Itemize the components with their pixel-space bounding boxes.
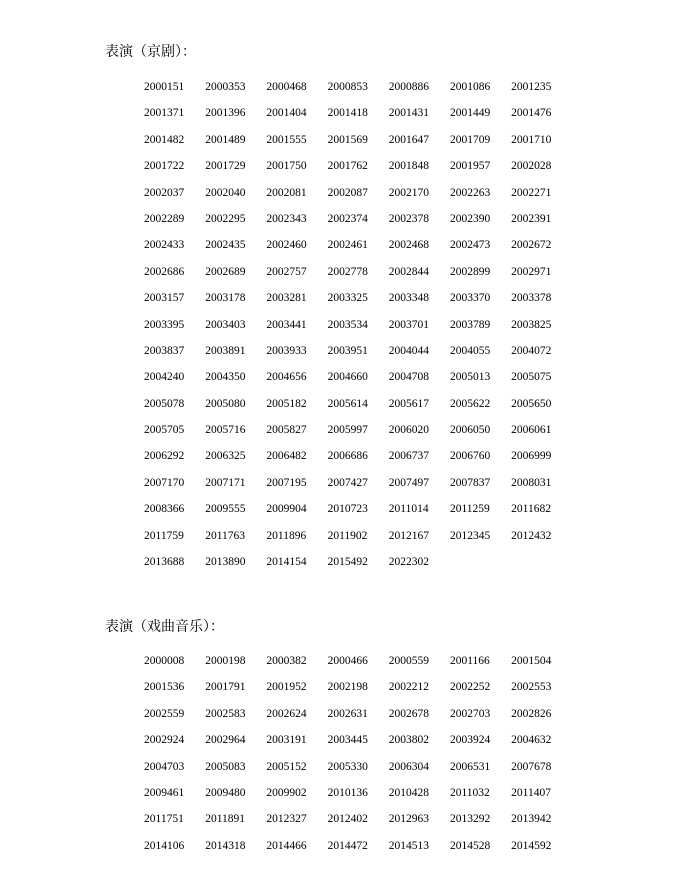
code-item: 2014528 bbox=[449, 839, 491, 852]
code-item: 2022302 bbox=[388, 556, 429, 569]
code-item: 2014592 bbox=[511, 839, 552, 852]
code-item: 2002081 bbox=[266, 186, 307, 199]
code-item: 2004044 bbox=[388, 344, 429, 357]
code-item: 2002964 bbox=[205, 734, 246, 747]
code-item: 2014472 bbox=[327, 839, 368, 852]
section-title: 表演（戏曲音乐）： bbox=[105, 620, 224, 635]
code-item: 2012402 bbox=[327, 813, 368, 826]
code-item: 2005152 bbox=[266, 760, 307, 773]
code-item: 2006325 bbox=[205, 450, 246, 463]
code-item: 2012963 bbox=[388, 813, 429, 826]
code-item: 2001762 bbox=[327, 160, 368, 173]
code-item: 2003441 bbox=[266, 318, 307, 331]
code-item: 2005614 bbox=[327, 397, 368, 410]
code-item: 2001722 bbox=[144, 160, 185, 173]
code-item: 2009480 bbox=[205, 786, 246, 799]
code-item: 2007497 bbox=[388, 476, 429, 489]
code-item: 2005013 bbox=[449, 371, 491, 384]
code-item: 2013688 bbox=[144, 556, 185, 569]
code-item: 2001647 bbox=[388, 133, 429, 146]
code-item: 2011763 bbox=[205, 529, 246, 542]
code-item: 2007837 bbox=[449, 476, 491, 489]
code-item: 2006020 bbox=[388, 424, 429, 437]
code-item: 2003891 bbox=[205, 344, 246, 357]
code-item: 2002678 bbox=[388, 707, 429, 720]
code-item: 2009555 bbox=[205, 503, 246, 516]
code-item: 2002899 bbox=[449, 265, 491, 278]
code-item: 2002374 bbox=[327, 212, 368, 225]
code-item: 2000468 bbox=[266, 81, 307, 93]
code-item: 2006999 bbox=[511, 450, 552, 463]
code-item: 2000151 bbox=[144, 81, 185, 93]
code-item: 2012432 bbox=[511, 529, 552, 542]
code-item: 2005080 bbox=[205, 397, 246, 410]
code-item: 2006304 bbox=[388, 760, 429, 773]
code-item: 2010136 bbox=[327, 786, 368, 799]
code-item: 2001952 bbox=[266, 681, 307, 694]
code-item: 2013942 bbox=[511, 813, 552, 826]
code-item: 2004240 bbox=[144, 371, 185, 384]
code-item: 2002198 bbox=[327, 681, 368, 694]
code-item: 2009461 bbox=[144, 786, 185, 799]
code-item: 2014513 bbox=[388, 839, 429, 852]
code-item: 2006061 bbox=[511, 424, 552, 437]
code-item: 2001418 bbox=[327, 107, 368, 120]
code-item: 2003157 bbox=[144, 292, 185, 305]
code-item: 2010428 bbox=[388, 786, 429, 799]
code-item: 2014154 bbox=[266, 556, 307, 569]
code-item: 2000853 bbox=[327, 81, 368, 93]
code-item: 2002924 bbox=[144, 734, 185, 747]
code-item: 2003325 bbox=[327, 292, 368, 305]
code-item: 2002971 bbox=[511, 265, 552, 278]
code-item: 2012345 bbox=[449, 529, 491, 542]
code-item: 2003403 bbox=[205, 318, 246, 331]
code-item: 2011896 bbox=[266, 529, 307, 542]
code-item: 2005078 bbox=[144, 397, 185, 410]
code-item: 2000466 bbox=[327, 655, 368, 667]
code-item: 2002028 bbox=[511, 160, 552, 173]
code-item: 2001957 bbox=[449, 160, 491, 173]
code-item: 2002703 bbox=[449, 707, 491, 720]
code-item: 2002295 bbox=[205, 212, 246, 225]
code-item: 2002468 bbox=[388, 239, 429, 252]
code-item: 2002289 bbox=[144, 212, 185, 225]
code-item: 2007170 bbox=[144, 476, 185, 489]
code-item: 2002553 bbox=[511, 681, 552, 694]
code-item: 2004055 bbox=[449, 344, 491, 357]
code-item: 2006760 bbox=[449, 450, 491, 463]
code-item: 2002271 bbox=[511, 186, 552, 199]
code-item: 2011902 bbox=[327, 529, 368, 542]
code-item: 2004072 bbox=[511, 344, 552, 357]
code-item: 2007171 bbox=[205, 476, 246, 489]
code-item: 2013890 bbox=[205, 556, 246, 569]
code-grid bbox=[144, 80, 572, 581]
code-item: 2003281 bbox=[266, 292, 307, 305]
code-item: 2001489 bbox=[205, 133, 246, 146]
code-item: 2001476 bbox=[511, 107, 552, 120]
code-item: 2002844 bbox=[388, 265, 429, 278]
code-item: 2001371 bbox=[144, 107, 185, 120]
code-item: 2001710 bbox=[511, 133, 552, 146]
code-item: 2005617 bbox=[388, 397, 429, 410]
code-item: 2003445 bbox=[327, 734, 368, 747]
code-item: 2003924 bbox=[449, 734, 491, 747]
code-item: 2006482 bbox=[266, 450, 307, 463]
code-item: 2005075 bbox=[511, 371, 552, 384]
code-item: 2002778 bbox=[327, 265, 368, 278]
code-item: 2007427 bbox=[327, 476, 368, 489]
code-item: 2009902 bbox=[266, 786, 307, 799]
code-item: 2001431 bbox=[388, 107, 429, 120]
code-item: 2002037 bbox=[144, 186, 185, 199]
code-item: 2011407 bbox=[511, 786, 551, 799]
code-item: 2003378 bbox=[511, 292, 552, 305]
code-item: 2000559 bbox=[388, 655, 429, 667]
code-item: 2000382 bbox=[266, 655, 307, 667]
code-item: 2001569 bbox=[327, 133, 368, 146]
code-item: 2011259 bbox=[449, 503, 490, 516]
code-item: 2001709 bbox=[449, 133, 491, 146]
code-item: 2000886 bbox=[388, 81, 429, 93]
code-item: 2004660 bbox=[327, 371, 368, 384]
code-item: 2002263 bbox=[449, 186, 491, 199]
code-item: 2005705 bbox=[144, 424, 185, 437]
code-item: 2000353 bbox=[205, 81, 246, 93]
code-item: 2003789 bbox=[449, 318, 491, 331]
code-item: 2002391 bbox=[511, 212, 552, 225]
code-item: 2001482 bbox=[144, 133, 185, 146]
code-item: 2004703 bbox=[144, 760, 185, 773]
code-item: 2002390 bbox=[449, 212, 491, 225]
code-item: 2001848 bbox=[388, 160, 429, 173]
code-item: 2001404 bbox=[266, 107, 307, 120]
code-item: 2003534 bbox=[327, 318, 368, 331]
code-item: 2007678 bbox=[511, 760, 552, 773]
code-item: 2005083 bbox=[205, 760, 246, 773]
code-item: 2005716 bbox=[205, 424, 246, 437]
code-item: 2011014 bbox=[388, 503, 429, 516]
code-item: 2001086 bbox=[449, 81, 491, 93]
code-item: 2004656 bbox=[266, 371, 307, 384]
code-item: 2014466 bbox=[266, 839, 307, 852]
code-item: 2002343 bbox=[266, 212, 307, 225]
code-item: 2002460 bbox=[266, 239, 307, 252]
code-item: 2002252 bbox=[449, 681, 491, 694]
code-item: 2003802 bbox=[388, 734, 429, 747]
code-item: 2001235 bbox=[511, 81, 552, 93]
code-item: 2001396 bbox=[205, 107, 246, 120]
code-item: 2003951 bbox=[327, 344, 368, 357]
code-item: 2002170 bbox=[388, 186, 429, 199]
code-grid bbox=[144, 654, 572, 865]
code-item: 2002689 bbox=[205, 265, 246, 278]
code-item: 2000198 bbox=[205, 655, 246, 667]
code-item: 2015492 bbox=[327, 556, 368, 569]
code-item: 2002435 bbox=[205, 239, 246, 252]
code-item: 2003933 bbox=[266, 344, 307, 357]
code-item: 2002686 bbox=[144, 265, 185, 278]
code-item: 2006686 bbox=[327, 450, 368, 463]
code-item: 2004350 bbox=[205, 371, 246, 384]
code-item: 2003395 bbox=[144, 318, 185, 331]
code-item: 2002461 bbox=[327, 239, 368, 252]
code-item: 2002212 bbox=[388, 681, 429, 694]
code-item: 2006050 bbox=[449, 424, 491, 437]
code-item: 2003191 bbox=[266, 734, 307, 747]
code-item: 2002378 bbox=[388, 212, 429, 225]
code-item: 2011682 bbox=[511, 503, 551, 516]
code-item: 2002433 bbox=[144, 239, 185, 252]
code-item: 2002040 bbox=[205, 186, 246, 199]
code-item: 2002473 bbox=[449, 239, 491, 252]
code-item: 2003348 bbox=[388, 292, 429, 305]
code-item: 2012327 bbox=[266, 813, 307, 826]
code-item: 2011751 bbox=[144, 813, 184, 826]
code-item: 2014106 bbox=[144, 839, 185, 852]
code-item: 2001729 bbox=[205, 160, 246, 173]
code-item: 2000008 bbox=[144, 655, 185, 667]
code-item: 2004632 bbox=[511, 734, 552, 747]
code-item: 2001449 bbox=[449, 107, 491, 120]
code-item: 2003701 bbox=[388, 318, 429, 331]
code-item: 2001555 bbox=[266, 133, 307, 146]
code-item: 2005997 bbox=[327, 424, 368, 437]
code-item: 2002087 bbox=[327, 186, 368, 199]
code-item: 2002559 bbox=[144, 707, 185, 720]
code-item: 2008031 bbox=[511, 476, 552, 489]
code-item: 2001536 bbox=[144, 681, 185, 694]
code-item: 2005330 bbox=[327, 760, 368, 773]
code-item: 2001791 bbox=[205, 681, 246, 694]
section-title: 表演（京剧）： bbox=[105, 45, 196, 60]
code-item: 2002631 bbox=[327, 707, 368, 720]
code-item: 2002672 bbox=[511, 239, 552, 252]
code-item: 2003178 bbox=[205, 292, 246, 305]
code-item: 2008366 bbox=[144, 503, 185, 516]
code-item: 2005650 bbox=[511, 397, 552, 410]
code-item: 2002826 bbox=[511, 707, 552, 720]
code-item: 2002583 bbox=[205, 707, 246, 720]
code-item: 2003837 bbox=[144, 344, 185, 357]
code-item: 2014318 bbox=[205, 839, 246, 852]
code-item: 2005182 bbox=[266, 397, 307, 410]
code-item: 2003825 bbox=[511, 318, 552, 331]
code-item: 2006531 bbox=[449, 760, 491, 773]
code-item: 2010723 bbox=[327, 503, 368, 516]
code-item: 2011759 bbox=[144, 529, 184, 542]
code-item: 2006737 bbox=[388, 450, 429, 463]
code-item: 2011032 bbox=[449, 786, 490, 799]
code-item: 2013292 bbox=[449, 813, 491, 826]
code-item: 2001166 bbox=[449, 655, 490, 667]
code-item: 2005622 bbox=[449, 397, 491, 410]
code-item: 2003370 bbox=[449, 292, 491, 305]
code-item: 2001504 bbox=[511, 655, 552, 667]
code-item: 2012167 bbox=[388, 529, 429, 542]
code-item: 2011891 bbox=[205, 813, 246, 826]
code-item: 2002757 bbox=[266, 265, 307, 278]
code-item: 2007195 bbox=[266, 476, 307, 489]
code-item: 2002624 bbox=[266, 707, 307, 720]
code-item: 2001750 bbox=[266, 160, 307, 173]
code-item: 2005827 bbox=[266, 424, 307, 437]
code-item: 2006292 bbox=[144, 450, 185, 463]
code-item: 2004708 bbox=[388, 371, 429, 384]
code-item: 2009904 bbox=[266, 503, 307, 516]
